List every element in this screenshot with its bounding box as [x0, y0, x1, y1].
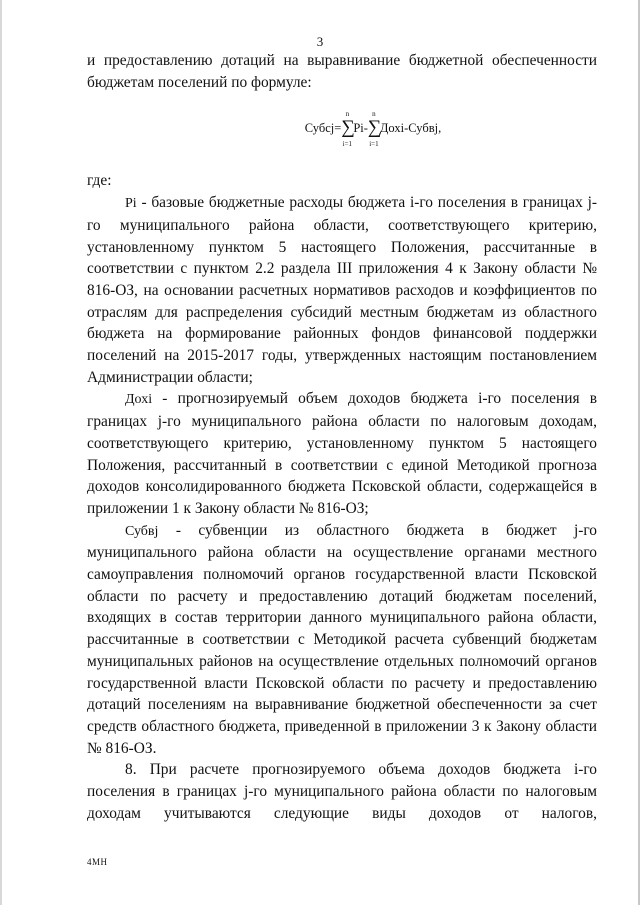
- subsidy-formula: [87, 107, 597, 159]
- definition-dohi: [87, 388, 597, 519]
- document-body: [87, 50, 597, 825]
- formula-term-doh: Дохi-Субвj,: [379, 121, 442, 136]
- sum-lower-limit-1: i=1: [342, 140, 353, 149]
- footer-code: 4МН: [87, 857, 108, 867]
- intro-paragraph: и предоставлению дотаций на выравнивание бюджетной обеспеченности бюджетам поселений по формуле:: [87, 52, 597, 91]
- definition-subv-text: - субвенции из областного бюджета в бюджет j-го муниципального района области на осуществление органами местного самоуправления полномочий органов государственной власти Псковской области по расчету и предоставлению дотаций бюджетам поселений, входящих в состав территории данного муниципального района области, рассчитанные в соответствии с Методикой расчета субвенций бюджетам муниципальных районов на осуществление отдельных полномочий органов государственной власти Псковской области по расчету и предоставлению дотаций поселениям на выравнивание бюджетной обеспеченности за счет средств областного бюджета, приведенной в приложении 3 к Закону области № 816-ОЗ.: [87, 521, 597, 757]
- scan-left-edge: [0, 0, 2, 905]
- formula-term-pi: Pi-: [353, 121, 368, 136]
- symbol-pi: Pi: [125, 196, 137, 212]
- sum-upper-limit-2: n: [372, 110, 376, 119]
- where-label: где:: [87, 172, 112, 190]
- definition-subv: [87, 520, 597, 760]
- definition-pi: [87, 192, 597, 388]
- item-8-paragraph: 8. При расчете прогнозируемого объема доходов бюджета i-го поселения в границах j-го муниципального района области по налоговым доходам учитываются следующие виды доходов от налогов,: [87, 761, 597, 822]
- sum-operator-1: [341, 107, 353, 159]
- symbol-dohi: Дохi: [125, 392, 153, 408]
- sum-operator-2: [368, 107, 380, 159]
- sum-lower-limit-2: i=1: [369, 140, 379, 149]
- symbol-subv: Субвj: [125, 523, 159, 539]
- sum-upper-limit-1: n: [345, 110, 350, 119]
- page-number: 3: [316, 34, 324, 49]
- definition-dohi-text: - прогнозируемый объем доходов бюджета i-го поселения в границах j-го муниципального района области по налоговым доходам, соответствующего критерию, установленному пунктом 5 настоящего Положения, рассчитанный в соответствии с единой Методикой прогноза доходов консолидированного бюджета Псковской области, содержащейся в приложении 1 к Закону области № 816-ОЗ;: [87, 390, 597, 517]
- sigma-symbol-2: ∑: [367, 117, 382, 139]
- sigma-symbol-1: ∑: [341, 117, 355, 139]
- definition-pi-text: - базовые бюджетные расходы бюджета i-го поселения в границах j-го муниципального района области, соответствующего критерию, установленному пунктом 5 настоящего Положения, рассчитанные в соответствии с пунктом 2.2 раздела III приложения 4 к Закону области № 816-ОЗ, на основании расчетных нормативов расходов и коэффициентов по отраслям для распределения субсидий местным бюджетам из областного бюджета на формирование районных фондов финансовой поддержки поселений на 2015-2017 годы, утвержденных настоящим постановлением Администрации области;: [87, 194, 597, 386]
- formula-lhs: Субсj=: [304, 121, 342, 136]
